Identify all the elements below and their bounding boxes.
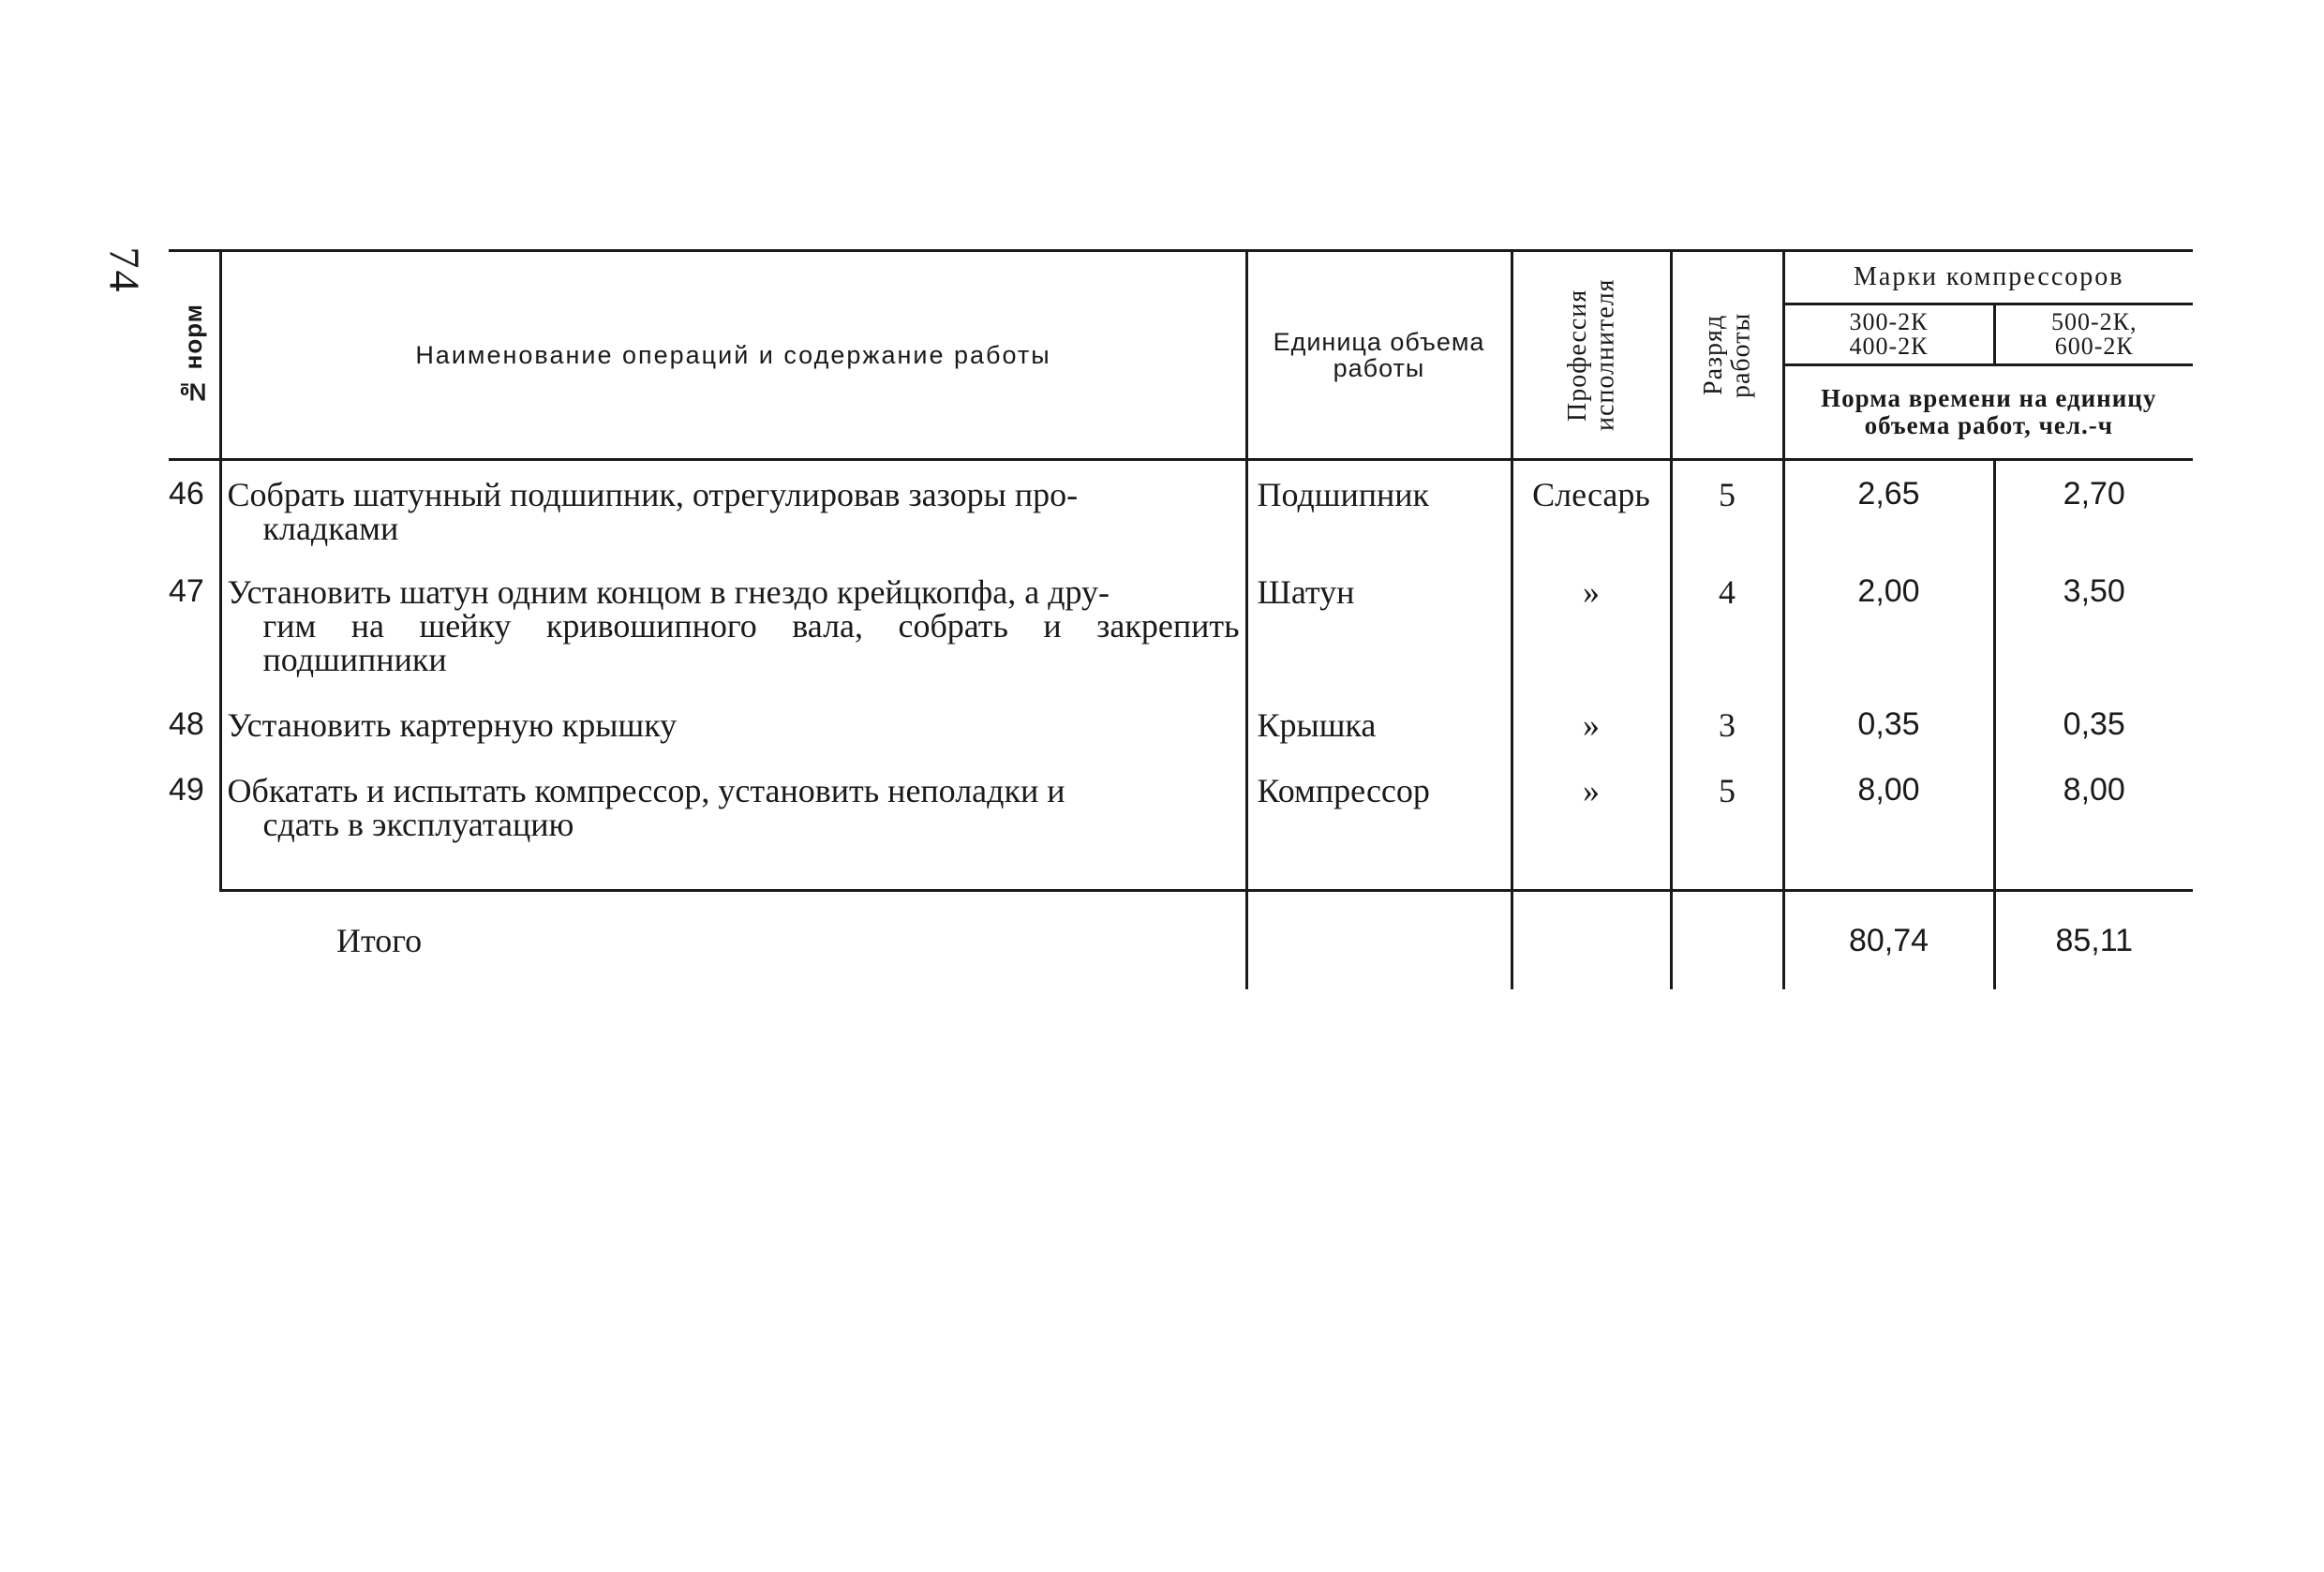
total-value-1: 80,74 (1783, 890, 1994, 989)
header-grade: Разряд работы (1671, 251, 1783, 460)
norm-number: 48 (169, 708, 220, 774)
header-operation: Наименование операций и содержание работы (220, 251, 1246, 460)
table-row (169, 708, 2193, 774)
page-number: 74 (100, 246, 149, 294)
norm-number: 46 (169, 478, 220, 575)
header-unit: Единица объема работы (1246, 251, 1512, 460)
grade: 5 (1671, 774, 1783, 890)
header-brand-group-2: 500-2К, 600-2К (1994, 304, 2193, 364)
operation-description: Обкатать и испытать компрессор, установить неполадки и сдать в эксплуатацию (220, 774, 1246, 890)
time-norm-value-2: 8,00 (2063, 772, 2125, 808)
grade: 3 (1671, 708, 1783, 774)
unit-of-work: Крышка (1246, 708, 1512, 774)
unit-of-work: Компрессор (1246, 774, 1512, 890)
time-norm-value-2: 3,50 (2063, 573, 2125, 609)
profession: » (1512, 708, 1671, 774)
table-row (169, 575, 2193, 708)
header-norm-no: № норм (169, 251, 220, 460)
table-row (169, 774, 2193, 890)
time-norm-value-2: 0,35 (2063, 706, 2125, 742)
operation-description: Установить картерную крышку (220, 708, 1246, 774)
unit-of-work: Шатун (1246, 575, 1512, 708)
header-compressor-brands: Марки компрессоров (1783, 251, 2193, 304)
time-norm-value-1: 2,00 (1783, 575, 1994, 708)
header-brand-group-1: 300-2К 400-2К (1783, 304, 1994, 364)
time-norm-value-2: 2,70 (2063, 476, 2125, 512)
time-norm-value-1: 8,00 (1783, 774, 1994, 890)
grade: 5 (1671, 478, 1783, 575)
norm-number: 47 (169, 575, 220, 708)
norms-table (169, 249, 2193, 989)
table-row (169, 478, 2193, 575)
profession: » (1512, 575, 1671, 708)
grade: 4 (1671, 575, 1783, 708)
norm-number: 49 (169, 774, 220, 890)
operation-description: Собрать шатунный подшипник, отрегулировав зазоры про- кладками (220, 478, 1246, 575)
unit-of-work: Подшипник (1246, 478, 1512, 575)
header-time-norm: Норма времени на единицу объема работ, чел.-ч (1783, 364, 2193, 459)
time-norm-value-1: 2,65 (1783, 478, 1994, 575)
time-norm-value-1: 0,35 (1783, 708, 1994, 774)
total-row (169, 890, 2193, 989)
profession: » (1512, 774, 1671, 890)
header-profession: Профессия исполнителя (1512, 251, 1671, 460)
profession: Слесарь (1512, 478, 1671, 575)
total-value-2: 85,11 (1994, 890, 2193, 989)
total-label: Итого (220, 890, 1246, 989)
operation-description: Установить шатун одним концом в гнездо крейцкопфа, а дру- гим на шейку кривошипного вала, собрать и закрепить подшипники (220, 575, 1246, 708)
